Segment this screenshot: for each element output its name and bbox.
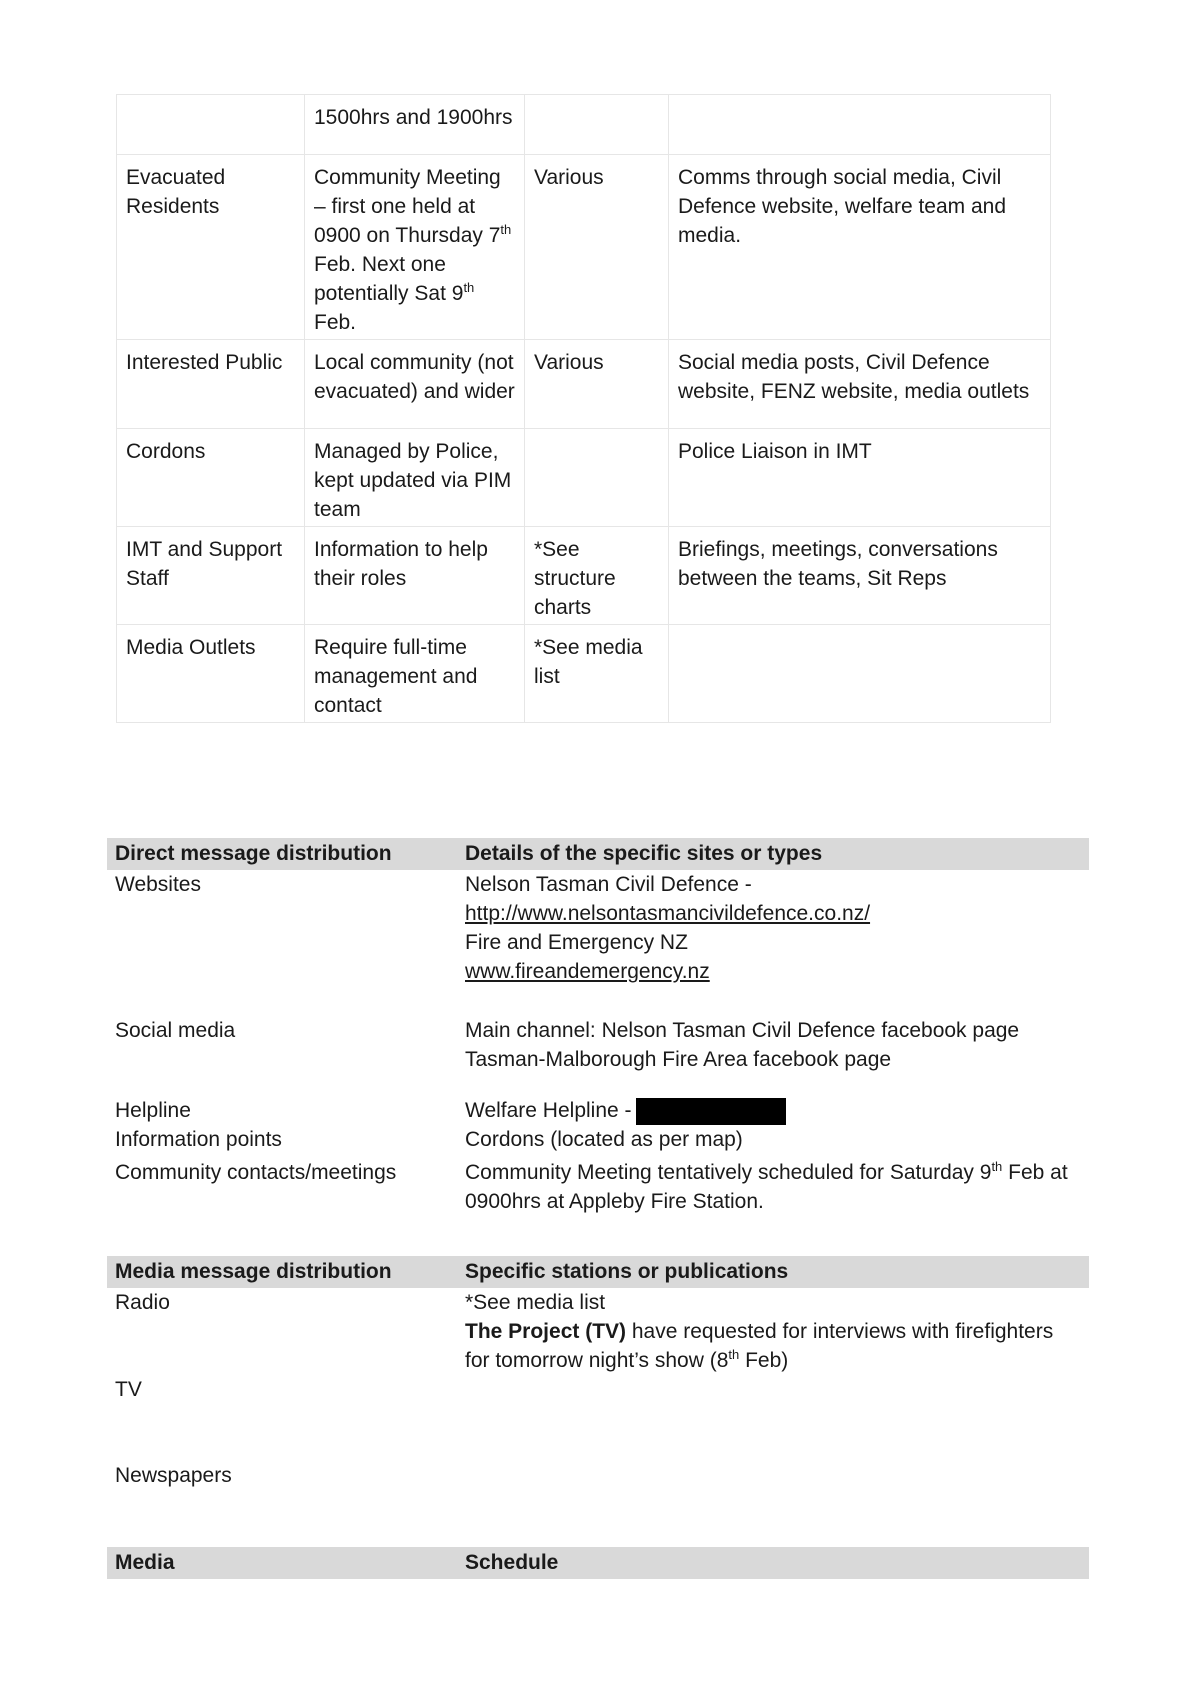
media-distribution-table xyxy=(107,1256,1089,1521)
community-details: Community Meeting tentatively scheduled for Saturday 9th Feb at 0900hrs at Appleby Fire Station. xyxy=(465,1159,1068,1213)
cell-when: *See structure charts xyxy=(525,527,669,625)
cell-what: Community Meeting – first one held at 0900 on Thursday 7th Feb. Next one potentially Sat 9th Feb. xyxy=(305,155,525,340)
fenz-link[interactable]: www.fireandemergency.nz xyxy=(465,960,710,983)
community-label: Community contacts/meetings xyxy=(115,1161,397,1184)
cell-who: Evacuated Residents xyxy=(117,155,305,340)
cell-who: Cordons xyxy=(117,429,305,527)
direct-distribution-table xyxy=(107,838,1089,1216)
radio-note: *See media list xyxy=(465,1291,606,1314)
info-points-details: Cordons (located as per map) xyxy=(465,1128,743,1151)
helpline-details: Welfare Helpline - xyxy=(465,1096,1081,1125)
cell-what: Require full-time management and contact xyxy=(305,625,525,723)
direct-header-left: Direct message distribution xyxy=(107,838,457,870)
helpline-label: Helpline xyxy=(115,1099,191,1122)
project-note: The Project (TV) have requested for interviews with firefighters for tomorrow night’s show (8th Feb) xyxy=(465,1320,1054,1372)
cell-how: Briefings, meetings, conversations between the teams, Sit Reps xyxy=(669,527,1051,625)
table-row xyxy=(117,95,1051,155)
table-row xyxy=(107,1288,1089,1375)
cell-how: Social media posts, Civil Defence website, FENZ website, media outlets xyxy=(669,340,1051,429)
info-points-label: Information points xyxy=(115,1128,282,1151)
table-row xyxy=(117,155,1051,340)
cell-when xyxy=(525,95,669,155)
newspapers-label: Newspapers xyxy=(115,1464,232,1487)
media-header-right: Specific stations or publications xyxy=(457,1256,1089,1288)
social-media-details: Main channel: Nelson Tasman Civil Defence facebook page Tasman-Malborough Fire Area facebook page xyxy=(465,1019,1020,1071)
cell-when xyxy=(525,429,669,527)
table-row xyxy=(107,870,1089,1016)
direct-header-right: Details of the specific sites or types xyxy=(457,838,1089,870)
social-media-label: Social media xyxy=(115,1019,236,1042)
table-row xyxy=(117,429,1051,527)
websites-label: Websites xyxy=(115,873,201,896)
cell-what: 1500hrs and 1900hrs xyxy=(305,95,525,155)
radio-label: Radio xyxy=(115,1291,170,1314)
cell-how: Police Liaison in IMT xyxy=(669,429,1051,527)
stakeholder-table xyxy=(116,94,1051,723)
table-row xyxy=(117,527,1051,625)
cell-what: Local community (not evacuated) and wider xyxy=(305,340,525,429)
cell-who: IMT and Support Staff xyxy=(117,527,305,625)
table-row xyxy=(107,1096,1089,1216)
schedule-header-right: Schedule xyxy=(457,1547,1089,1579)
table-row xyxy=(107,1461,1089,1521)
websites-details: Nelson Tasman Civil Defence - http://www.nelsontasmancivildefence.co.nz/ Fire and Emergency NZ www.fireandemergency.nz xyxy=(457,870,1089,1016)
tv-label: TV xyxy=(115,1378,142,1401)
table-row xyxy=(117,625,1051,723)
cell-how xyxy=(669,625,1051,723)
redaction-block xyxy=(636,1098,786,1125)
cell-what: Information to help their roles xyxy=(305,527,525,625)
cell-how: Comms through social media, Civil Defence website, welfare team and media. xyxy=(669,155,1051,340)
cell-who xyxy=(117,95,305,155)
media-header-left: Media message distribution xyxy=(107,1256,457,1288)
table-row xyxy=(107,1016,1089,1096)
civil-defence-link[interactable]: http://www.nelsontasmancivildefence.co.nz/ xyxy=(465,902,871,925)
cell-who: Interested Public xyxy=(117,340,305,429)
cell-how xyxy=(669,95,1051,155)
table-row xyxy=(107,1375,1089,1461)
cell-when: Various xyxy=(525,340,669,429)
cell-what: Managed by Police, kept updated via PIM team xyxy=(305,429,525,527)
cell-when: Various xyxy=(525,155,669,340)
schedule-header-left: Media xyxy=(107,1547,457,1579)
cell-when: *See media list xyxy=(525,625,669,723)
table-row xyxy=(117,340,1051,429)
cell-who: Media Outlets xyxy=(117,625,305,723)
media-schedule-table xyxy=(107,1547,1089,1579)
